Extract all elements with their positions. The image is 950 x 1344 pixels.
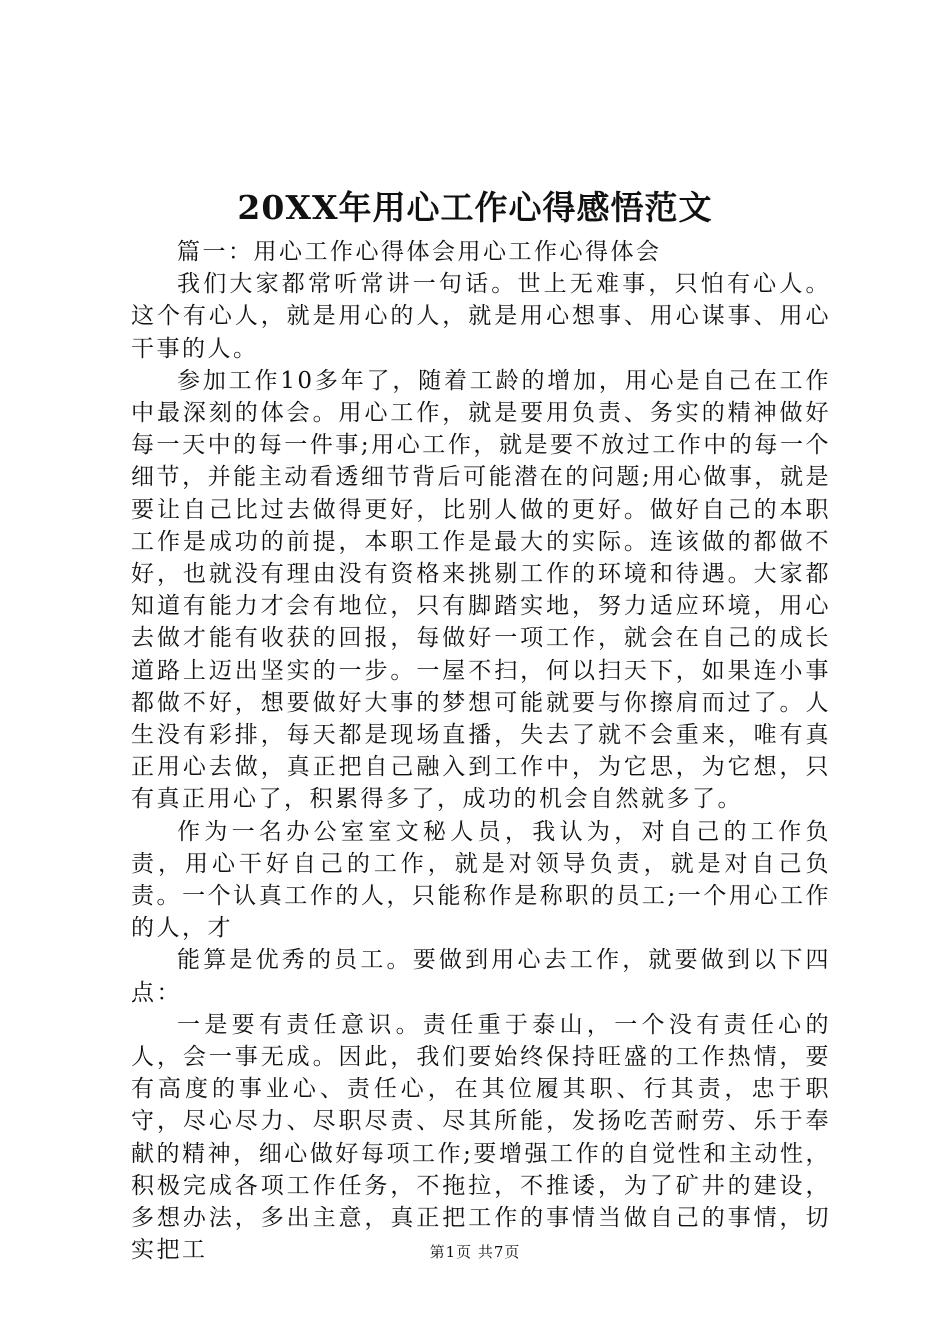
document-body: [131, 236, 831, 1267]
paragraph-section-heading: 篇一：用心工作心得体会用心工作心得体会: [177, 239, 662, 265]
paragraph-four-points: 能算是优秀的员工。要做到用心去工作，就要做到以下四点：: [131, 947, 831, 1006]
paragraph-responsibility: 一是要有责任意识。责任重于泰山，一个没有责任心的人，会一事无成。因此，我们要始终保持旺盛的工作热情，要有高度的事业心、责任心，在其位履其职、行其责，忠于职守，尽心尽力、尽职尽责、尽其所能，发扬吃苦耐劳、乐于奉献的精神，细心做好每项工作;要增强工作的自觉性和主动性，积极完成各项工作任务，不拖拉，不推诿，为了矿井的建设，多想办法，多出主意，真正把工作的事情当做自己的事情，切实把工: [131, 1011, 831, 1264]
document-title: 20XX年用心工作心得感悟范文: [237, 188, 713, 227]
paragraph-intro: 我们大家都常听常讲一句话。世上无难事，只怕有心人。这个有心人，就是用心的人，就是用心想事、用心谋事、用心干事的人。: [131, 271, 831, 362]
page-number-footer: 第1页 共7页: [429, 1243, 521, 1261]
paragraph-experience: 参加工作10多年了，随着工龄的增加，用心是自己在工作中最深刻的体会。用心工作，就是要用负责、务实的精神做好每一天中的每一件事;用心工作，就是要不放过工作中的每一个细节，并能主动看透细节背后可能潜在的问题;用心做事，就是要让自己比过去做得更好，比别人做的更好。做好自己的本职工作是成功的前提，本职工作是最大的实际。连该做的都做不好，也就没有理由没有资格来挑剔工作的环境和待遇。大家都知道有能力才会有地位，只有脚踏实地，努力适应环境，用心去做才能有收获的回报，每做好一项工作，就会在自己的成长道路上迈出坚实的一步。一屋不扫，何以扫天下，如果连小事都做不好，想要做好大事的梦想可能就要与你擦肩而过了。人生没有彩排，每天都是现场直播，失去了就不会重来，唯有真正用心去做，真正把自己融入到工作中，为它思，为它想，只有真正用心了，积累得多了，成功的机会自然就多了。: [131, 367, 831, 813]
paragraph-role: 作为一名办公室室文秘人员，我认为，对自己的工作负责，用心干好自己的工作，就是对领导负责，就是对自己负责。一个认真工作的人，只能称作是称职的员工;一个用心工作的人，才: [131, 818, 831, 942]
